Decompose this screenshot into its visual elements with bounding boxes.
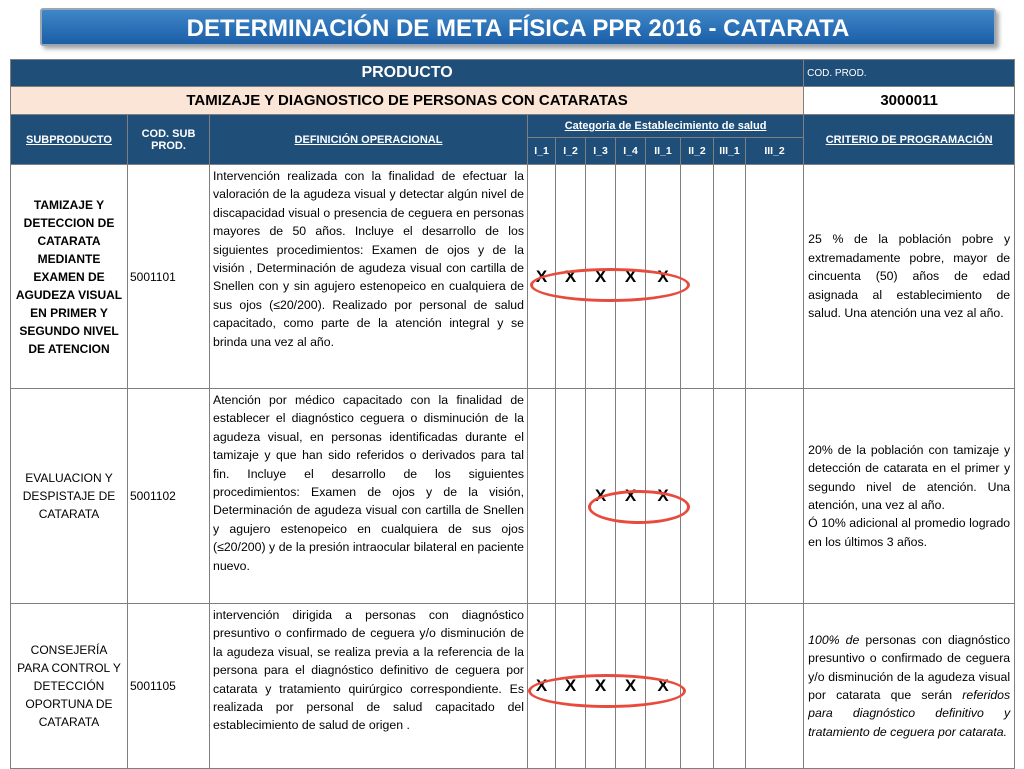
level-i2: I_2 [556,138,586,165]
row-definicion: intervención dirigida a personas con diagnóstico presuntivo o confirmado de ceguera y/o disminución de la agudeza visual, se realiza previa a la referencia de la persona para el diagnóstico definitivo de ceguera por catarata y tratamiento quirúrgico correspondiente. Es realizada por personal de salud capacitado del establecimiento de salud de origen . [210,604,528,769]
mark-cell: X [528,165,556,389]
mark-cell: X [646,604,681,769]
criterio-body: personas con diagnóstico presuntivo o confirmado de ceguera y/o disminución de la agudeza visual por catarata que serán [808,632,1011,702]
row-subproducto: EVALUACION Y DESPISTAJE DE CATARATA [11,389,128,604]
mark-cell: X [646,165,681,389]
mark-cell [746,604,804,769]
mark-cell [681,604,714,769]
definicion-header: DEFINICIÓN OPERACIONAL [210,115,528,165]
cod-prod-header: COD. PROD. [804,60,1015,87]
level-i4: I_4 [616,138,646,165]
mark-cell [556,389,586,604]
mark-cell [746,165,804,389]
mark-cell: X [586,604,616,769]
criterio-referidos: referidos para diagnóstico definitivo y tratamiento de ceguera por catarata. [808,688,1011,739]
level-ii1: II_1 [646,138,681,165]
product-code: 3000011 [804,87,1015,115]
mark-cell: X [616,165,646,389]
level-iii2: III_2 [746,138,804,165]
row-code: 5001101 [128,165,210,389]
row-criterio: 25 % de la población pobre y extremadamente pobre, mayor de cincuenta (50) años de edad asignada al establecimiento de salud. Una atención una vez al año. [804,165,1015,389]
mark-cell: X [556,604,586,769]
mark-cell [528,389,556,604]
mark-cell [681,165,714,389]
mark-cell [714,165,746,389]
row-definicion: Atención por médico capacitado con la finalidad de establecer el diagnóstico ceguera o disminución de la agudeza visual, en personas identificadas durante el tamizaje y que han sido referidos o derivados para tal fin. Incluye el desarrollo de los siguientes procedimientos: Examen de ojos y de la visión, Determinación de agudeza visual con cartilla de Snellen y agujero estenopeico en cualquiera de sus ojos (≤20/200) y de la presión intraocular bilateral en paciente nuevo. [210,389,528,604]
row-code: 5001105 [128,604,210,769]
level-i3: I_3 [586,138,616,165]
meta-fisica-table [10,59,1015,769]
mark-cell [714,604,746,769]
mark-cell: X [586,389,616,604]
level-ii2: II_2 [681,138,714,165]
table-row [11,604,1015,769]
row-criterio [804,604,1015,769]
table-row [11,165,1015,389]
highlight-oval [588,490,690,524]
row-criterio [804,389,1015,604]
level-i1: I_1 [528,138,556,165]
subproducto-header: SUBPRODUCTO [11,115,128,165]
highlight-oval [530,268,690,302]
row-code: 5001102 [128,389,210,604]
mark-cell: X [586,165,616,389]
level-iii1: III_1 [714,138,746,165]
criterio-alt: Ó 10% adicional al promedio logrado en los últimos 3 años. [808,516,1011,549]
mark-cell: X [528,604,556,769]
mark-cell: X [646,389,681,604]
table-row [11,389,1015,604]
highlight-oval [528,674,686,708]
product-name: TAMIZAJE Y DIAGNOSTICO DE PERSONAS CON CATARATAS [11,87,804,115]
criterio-main: 20% de la población con tamizaje y detección de catarata en el primer y segundo nivel de atención. Una atención, una vez al año. [808,442,1011,512]
mark-cell [746,389,804,604]
page-title: DETERMINACIÓN DE META FÍSICA PPR 2016 - CATARATA [40,8,996,46]
row-definicion: Intervención realizada con la finalidad de efectuar la valoración de la agudeza visual y detectar algún nivel de discapacidad visual o presencia de ceguera en personas mayores de 50 años. Incluye el desarrollo de los siguientes procedimientos: Examen de ojos y de la visión , Determinación de agudeza visual con cartilla de Snellen con y sin agujero estenopeico en cualquiera de sus ojos (≤20/200). Realizado por personal de salud capacitado, como parte de la atención integral y se brinda una vez al año. [210,165,528,389]
categoria-header: Categoria de Establecimiento de salud [528,115,804,138]
cod-sub-prod-header: COD. SUB PROD. [128,115,210,165]
row-subproducto: CONSEJERÍA PARA CONTROL Y DETECCIÓN OPORTUNA DE CATARATA [11,604,128,769]
mark-cell: X [556,165,586,389]
mark-cell: X [616,389,646,604]
criterio-header: CRITERIO DE PROGRAMACIÓN [804,115,1015,165]
row-subproducto: TAMIZAJE Y DETECCION DE CATARATA MEDIANTE EXAMEN DE AGUDEZA VISUAL EN PRIMER Y SEGUNDO NIVEL DE ATENCION [11,165,128,389]
producto-header: PRODUCTO [11,60,804,87]
mark-cell [714,389,746,604]
mark-cell [681,389,714,604]
mark-cell: X [616,604,646,769]
criterio-percent: 100% de [808,632,860,647]
